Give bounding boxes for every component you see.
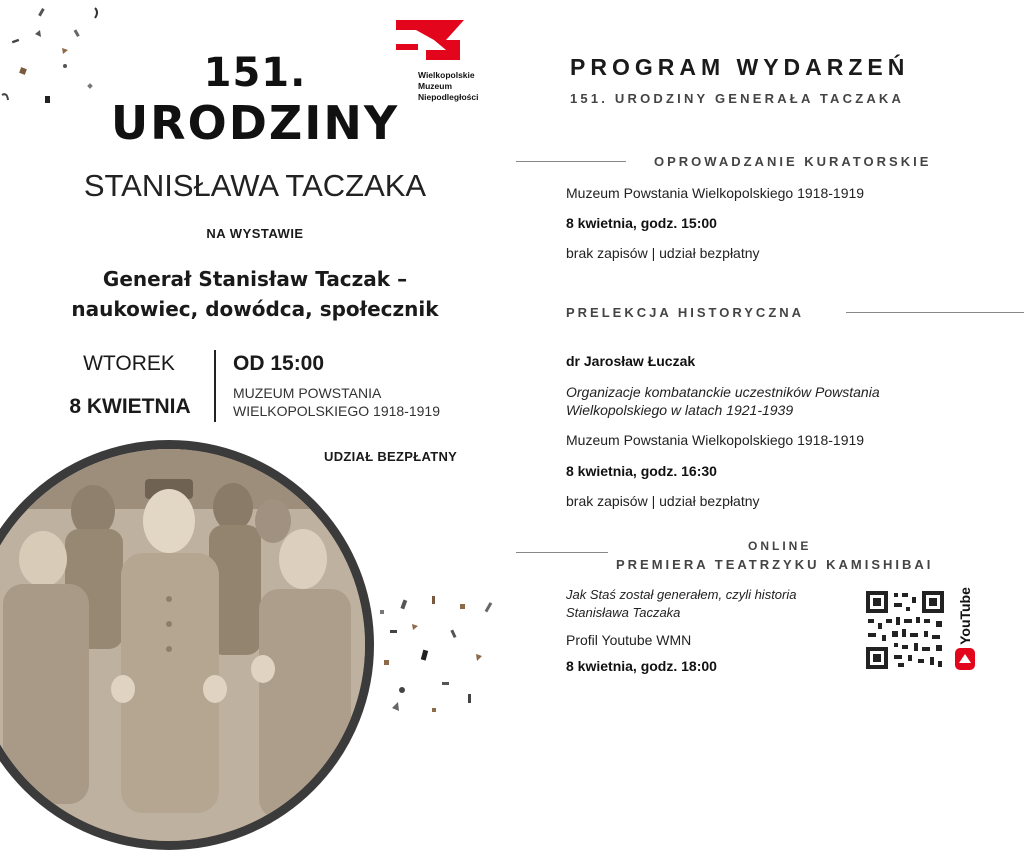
exhibit-title-line-2: naukowiec, dowódca, społecznik xyxy=(71,297,439,321)
section-2-speaker: dr Jarosław Łuczak xyxy=(566,353,696,369)
logo-line-1: Wielkopolskie xyxy=(418,70,475,80)
section-1-rule xyxy=(516,161,626,162)
exhibit-title-line-1: Generał Stanisław Taczak – xyxy=(102,267,408,291)
program-title: PROGRAM WYDARZEŃ xyxy=(570,54,910,80)
free-entry-label: UDZIAŁ BEZPŁATNY xyxy=(324,449,458,464)
youtube-logo[interactable] xyxy=(954,586,976,672)
logo-line-3: Niepodległości xyxy=(418,92,479,102)
program-subtitle: 151. URODZINY GENERAŁA TACZAKA xyxy=(570,91,905,106)
logo-line-2: Muzeum xyxy=(418,81,452,91)
exhibit-title xyxy=(0,264,510,324)
section-2-place: Muzeum Powstania Wielkopolskiego 1918-1919 xyxy=(566,432,865,448)
venue-line-2: WIELKOPOLSKIEGO 1918-1919 xyxy=(233,403,440,419)
section-2-topic-line-2: Wielkopolskiego w latach 1921-1939 xyxy=(566,402,794,418)
section-1-heading: OPROWADZANIE KURATORSKIE xyxy=(654,154,932,169)
section-3-time: 8 kwietnia, godz. 18:00 xyxy=(566,658,717,674)
section-2-time: 8 kwietnia, godz. 16:30 xyxy=(566,463,717,479)
event-time: OD 15:00 xyxy=(233,352,325,375)
confetti-bottom xyxy=(372,590,512,724)
section-3-heading: PREMIERA TEATRZYKU KAMISHIBAI xyxy=(616,557,934,572)
section-2-topic xyxy=(566,383,880,419)
historical-photo xyxy=(0,440,374,850)
on-exhibit-label: NA WYSTAWIE xyxy=(206,226,304,241)
title-main: URODZINY xyxy=(110,96,400,150)
section-3-online-label: ONLINE xyxy=(748,539,812,553)
section-3-rule xyxy=(516,552,608,553)
venue-line-1: MUZEUM POWSTANIA xyxy=(233,385,382,401)
photo-figures-illustration xyxy=(0,449,365,841)
section-3-place: Profil Youtube WMN xyxy=(566,632,692,648)
event-date: 8 KWIETNIA xyxy=(69,395,191,418)
section-1-time: 8 kwietnia, godz. 15:00 xyxy=(566,215,717,231)
section-1-note: brak zapisów | udział bezpłatny xyxy=(566,245,760,261)
youtube-label: YouTube xyxy=(957,587,973,645)
qr-code-icon[interactable] xyxy=(864,589,946,671)
section-3-title-line-2: Stanisława Taczaka xyxy=(566,605,681,620)
title-subtitle: STANISŁAWA TACZAKA xyxy=(83,168,427,203)
section-3-title-line-1: Jak Staś został generałem, czyli historia xyxy=(566,587,797,602)
section-2-rule xyxy=(846,312,1024,313)
section-1-place: Muzeum Powstania Wielkopolskiego 1918-1919 xyxy=(566,185,865,201)
section-2-topic-line-1: Organizacje kombatanckie uczestników Powstania xyxy=(566,384,880,400)
section-2-note: brak zapisów | udział bezpłatny xyxy=(566,493,760,509)
event-venue xyxy=(233,384,463,420)
event-day: WTOREK xyxy=(83,352,175,375)
title-number: 151. xyxy=(203,50,307,96)
section-3-title xyxy=(566,586,796,622)
divider xyxy=(214,350,216,422)
section-2-heading: PRELEKCJA HISTORYCZNA xyxy=(566,305,805,320)
